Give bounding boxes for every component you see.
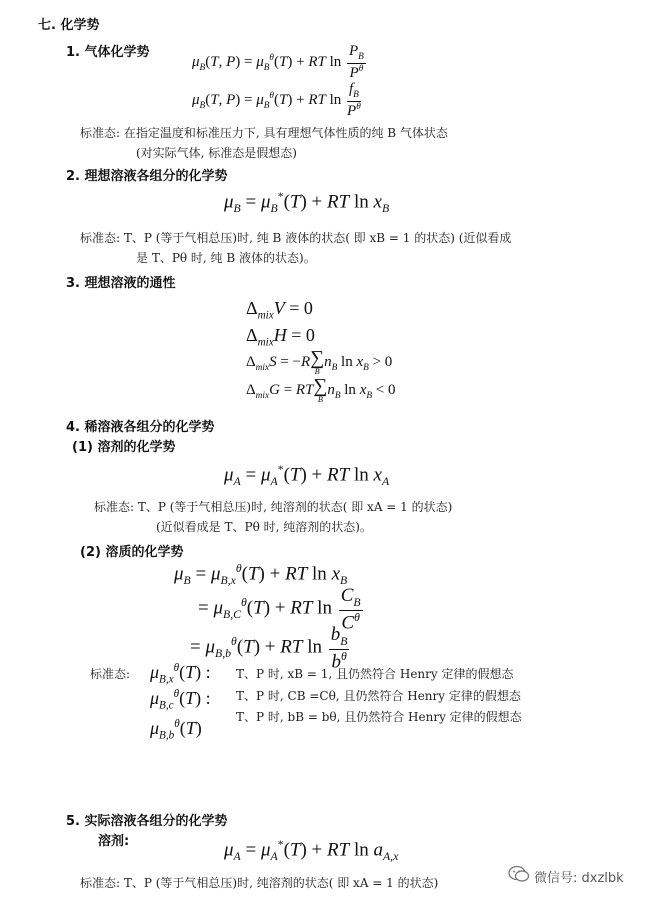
equation-real-solvent: $\mu_A = \mu_A^*(T)$ + RT $\ln a_{A,x}$ [224,838,399,864]
heading-ideal-solution-properties: 3. 理想溶液的通性 [66,276,176,291]
symbol-mu-bx: $\mu_{B,x}^\theta(T)$ : [150,662,211,686]
solvent-standard-state-line1: 标准态: T、P (等于气相总压)时, 纯溶剂的状态( 即 xA = 1 的状态) [94,500,453,514]
symbol-mu-bc: $\mu_{B,c}^\theta(T)$ : [150,688,211,712]
real-solvent-standard-state: 标准态: T、P (等于气相总压)时, 纯溶剂的状态( 即 xA = 1 的状态) [80,876,439,890]
section-title: 七. 化学势 [38,18,100,33]
equation-solute-b: = $\mu_{B,b}^\theta(T)$ + RT ln $\frac{b_B}{b^\theta}$ [190,624,348,672]
symbol-mu-bb: $\mu_{B,b}^\theta(T)$ [150,718,202,742]
equation-solute-x: $\mu_B = \mu_{B,x}^\theta(T)$ + RT $\ln x_B$ [174,562,348,588]
equation-solute-c: = $\mu_{B,C}^\theta(T)$ + RT ln $\frac{C_B}{C^\theta}$ [198,585,361,633]
heading-solute-potential: (2) 溶质的化学势 [80,545,184,560]
solute-state-x: T、P 时, xB = 1, 且仍然符合 Henry 定律的假想态 [236,667,514,681]
ideal-standard-state-line2: 是 T、Pθ 时, 纯 B 液体的状态)。 [136,251,316,265]
heading-dilute-solution-potential: 4. 稀溶液各组分的化学势 [66,420,215,435]
heading-real-solution-potential: 5. 实际溶液各组分的化学势 [66,814,228,829]
equation-mix-entropy: $\Delta_{mix}S = -R$ ∑ B $n_B$ $\ln x_B > 0$ [246,348,393,376]
heading-solvent-potential: (1) 溶剂的化学势 [72,440,176,455]
equation-gas-fugacity: $\mu_B(T$, $P) = \mu_B^\theta(T)$ + RT ln $\frac{f_B}{P^\theta}$ [192,81,361,120]
watermark-text: 微信号: dxzlbk [534,870,624,886]
solvent-standard-state-line2: (近似看成是 T、Pθ 时, 纯溶剂的状态)。 [156,520,372,534]
equation-mix-enthalpy: $\Delta_{mix}H = 0$ [246,325,315,349]
gas-standard-state: 标准态: 在指定温度和标准压力下, 具有理想气体性质的纯 B 气体状态 [80,126,448,140]
equation-gas-pressure: $\mu_B(T$, $P) = \mu_B^\theta(T)$ + RT ln $\frac{P_B}{P^\theta}$ [192,43,364,82]
gas-standard-state-note: (对实际气体, 标准态是假想态) [136,146,297,160]
equation-ideal-solution: $\mu_B = \mu_B^*(T)$ + RT $\ln x_B$ [224,190,390,216]
solute-standard-state-label: 标准态: [90,667,131,681]
solvent-label: 溶剂: [98,834,130,849]
solute-state-c: T、P 时, CB =Cθ, 且仍然符合 Henry 定律的假想态 [236,689,521,703]
solute-state-b: T、P 时, bB = bθ, 且仍然符合 Henry 定律的假想态 [236,710,522,724]
equation-mix-volume: $\Delta_{mix}V = 0$ [246,298,313,322]
equation-mix-gibbs: $\Delta_{mix}G$ = RT ∑ B $n_B$ $\ln x_B < 0$ [246,376,396,404]
equation-dilute-solvent: $\mu_A = \mu_A^*(T)$ + RT $\ln x_A$ [224,463,390,489]
heading-ideal-solution-potential: 2. 理想溶液各组分的化学势 [66,169,228,184]
ideal-standard-state-line1: 标准态: T、P (等于气相总压)时, 纯 B 液体的状态( 即 xB = 1 的状态) (近似看成 [80,231,512,245]
watermark [508,865,624,887]
heading-gas-chemical-potential: 1. 气体化学势 [66,45,150,60]
wechat-icon [508,865,530,887]
